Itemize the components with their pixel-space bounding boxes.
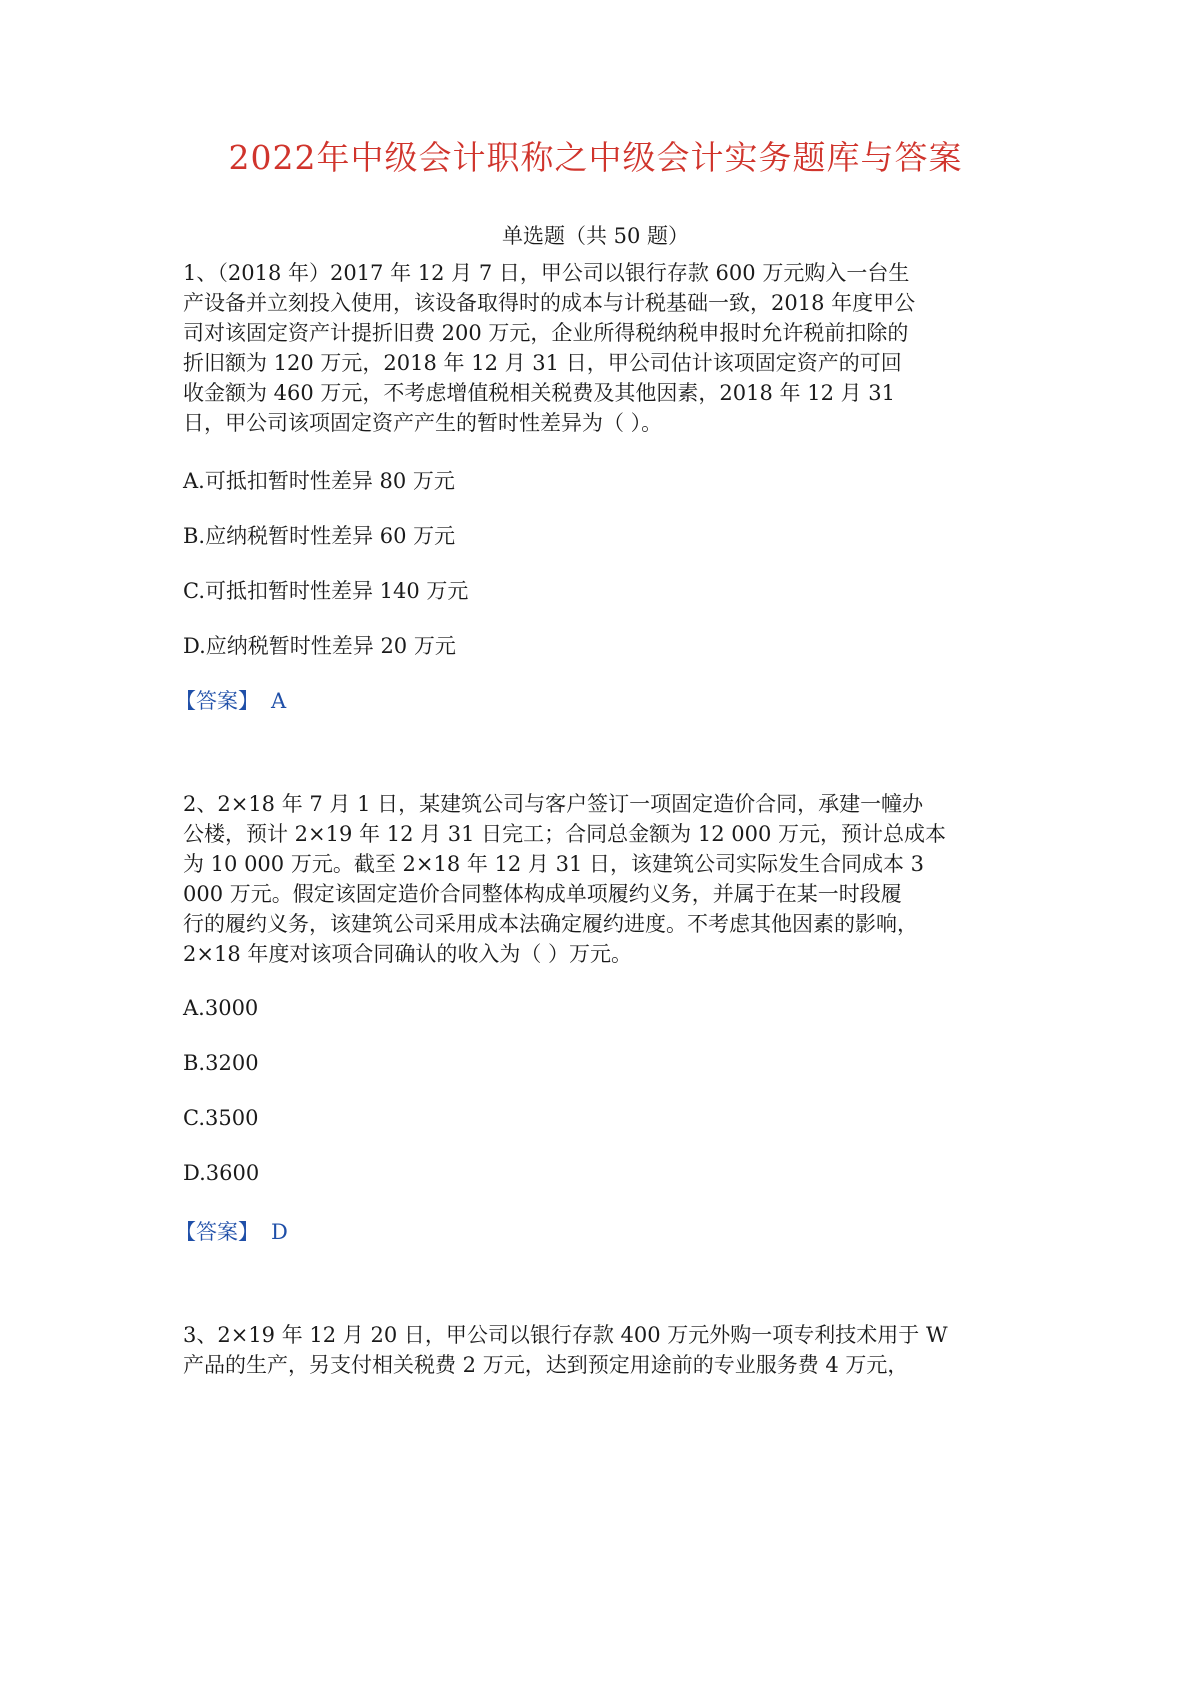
question-line: 日，甲公司该项固定资产产生的暂时性差异为（ ）。 [183, 411, 663, 435]
option-d: D.3600 [183, 1161, 260, 1185]
option-c: C.3500 [183, 1106, 259, 1130]
question-line: 2×18 年度对该项合同确认的收入为（ ）万元。 [183, 942, 633, 966]
option-d: D.应纳税暂时性差异 20 万元 [183, 634, 456, 658]
question-line: 000 万元。假定该固定造价合同整体构成单项履约义务，并属于在某一时段履 [183, 882, 902, 906]
section-heading: 单选题（共 50 题） [501, 224, 690, 248]
answer [175, 1216, 288, 1246]
question-line: 司对该固定资产计提折旧费 200 万元，企业所得税纳税申报时允许税前扣除的 [183, 321, 909, 345]
question-line: 折旧额为 120 万元，2018 年 12 月 31 日，甲公司估计该项固定资产的可回 [183, 351, 902, 375]
answer [175, 685, 286, 715]
question-line: 收金额为 460 万元，不考虑增值税相关税费及其他因素，2018 年 12 月 31 [183, 381, 896, 405]
question-line: 2、2×18 年 7 月 1 日，某建筑公司与客户签订一项固定造价合同，承建一幢办 [183, 792, 924, 816]
question-line: 行的履约义务，该建筑公司采用成本法确定履约进度。不考虑其他因素的影响， [183, 912, 918, 936]
question-line: 公楼，预计 2×19 年 12 月 31 日完工；合同总金额为 12 000 万元，预计总成本 [183, 822, 947, 846]
question-line: 为 10 000 万元。截至 2×18 年 12 月 31 日，该建筑公司实际发生合同成本 3 [183, 852, 925, 876]
answer-value: D [271, 1220, 288, 1244]
question-line: 3、2×19 年 12 月 20 日，甲公司以银行存款 400 万元外购一项专利技术用于 W [183, 1323, 948, 1347]
option-a: A.3000 [183, 996, 259, 1020]
answer-label: 【答案】 [175, 689, 259, 713]
question-line: 产品的生产，另支付相关税费 2 万元，达到预定用途前的专业服务费 4 万元， [183, 1353, 909, 1377]
option-b: B.应纳税暂时性差异 60 万元 [183, 524, 456, 548]
option-b: B.3200 [183, 1051, 259, 1075]
answer-value: A [271, 689, 287, 713]
question-line: 产设备并立刻投入使用，该设备取得时的成本与计税基础一致，2018 年度甲公 [183, 291, 916, 315]
option-a: A.可抵扣暂时性差异 80 万元 [183, 469, 455, 493]
question-line: 1、（2018 年）2017 年 12 月 7 日，甲公司以银行存款 600 万元购入一台生 [183, 261, 910, 285]
option-c: C.可抵扣暂时性差异 140 万元 [183, 579, 469, 603]
document-title: 2022年中级会计职称之中级会计实务题库与答案 [228, 138, 963, 177]
answer-label: 【答案】 [175, 1220, 259, 1244]
